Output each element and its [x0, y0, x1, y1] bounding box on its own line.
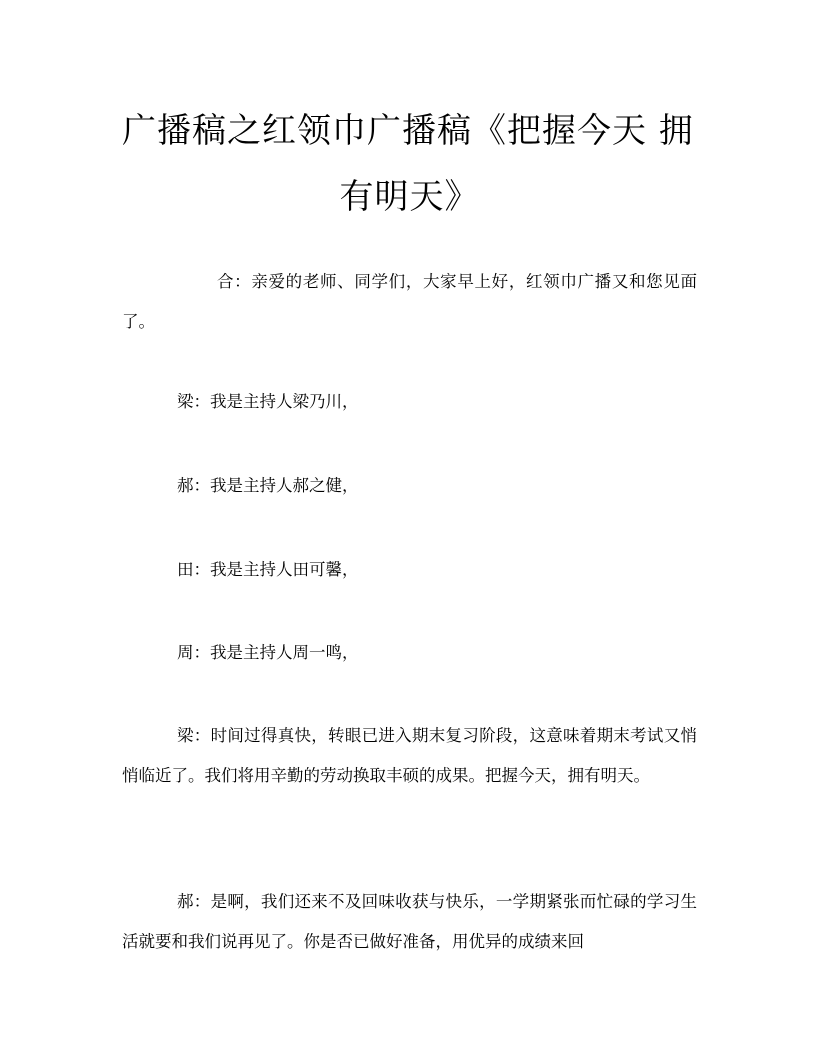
paragraph-host-liang: 梁：我是主持人梁乃川， — [177, 392, 359, 411]
paragraph-hao-semester: 郝：是啊，我们还来不及回味收获与快乐，一学期紧张而忙碌的学习生活就要和我们说再见了。你是否已做好准备，用优异的成绩来回 — [122, 892, 697, 951]
paragraph-host-tian: 田：我是主持人田可馨， — [177, 560, 359, 579]
document-title-line-1: 广播稿之红领巾广播稿《把握今天 拥 — [122, 111, 694, 151]
paragraph-liang-exam: 梁：时间过得真快，转眼已进入期末复习阶段，这意味着期末考试又悄悄临近了。我们将用辛勤的劳动换取丰硕的成果。把握今天，拥有明天。 — [122, 726, 697, 785]
paragraph-host-zhou: 周：我是主持人周一鸣， — [177, 643, 359, 662]
paragraph-greeting: 合：亲爱的老师、同学们，大家早上好，红领巾广播又和您见面了。 — [122, 272, 697, 331]
paragraph-host-hao: 郝：我是主持人郝之健， — [177, 476, 359, 495]
document-title-line-2: 有明天》 — [339, 177, 480, 217]
